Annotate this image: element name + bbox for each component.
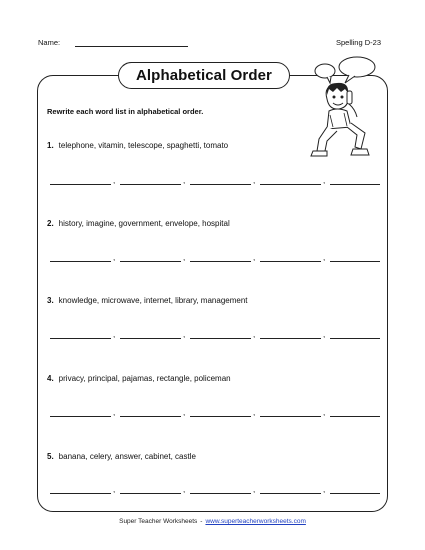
question-1: [47, 141, 228, 150]
answer-blank[interactable]: [260, 174, 321, 185]
word-list: history, imagine, government, envelope, hospital: [58, 219, 230, 228]
answer-blank[interactable]: [260, 328, 321, 339]
question-2: [47, 219, 230, 228]
word-list: knowledge, microwave, internet, library, management: [58, 296, 248, 305]
answer-row-2: , , , ,: [50, 251, 380, 263]
answer-row-3: , , , ,: [50, 328, 380, 340]
answer-blank[interactable]: [50, 328, 111, 339]
answer-blank[interactable]: [120, 174, 181, 185]
answer-row-5: , , , ,: [50, 483, 380, 495]
worksheet-code: Spelling D-23: [335, 38, 381, 47]
answer-row-4: , , , ,: [50, 406, 380, 418]
answer-row-1: , , , ,: [50, 174, 380, 186]
word-list: banana, celery, answer, cabinet, castle: [58, 452, 196, 461]
answer-blank[interactable]: [190, 174, 251, 185]
word-list: privacy, principal, pajamas, rectangle, policeman: [58, 374, 231, 383]
question-number: 4.: [47, 374, 54, 383]
name-field[interactable]: [75, 46, 188, 47]
answer-blank[interactable]: [260, 406, 321, 417]
question-number: 1.: [47, 141, 54, 150]
answer-blank[interactable]: [330, 406, 380, 417]
answer-blank[interactable]: [190, 406, 251, 417]
answer-blank[interactable]: [50, 483, 111, 494]
answer-blank[interactable]: [120, 406, 181, 417]
question-5: [47, 452, 196, 461]
answer-blank[interactable]: [190, 483, 251, 494]
answer-blank[interactable]: [330, 174, 380, 185]
answer-blank[interactable]: [260, 483, 321, 494]
answer-blank[interactable]: [50, 251, 111, 262]
answer-blank[interactable]: [330, 251, 380, 262]
answer-blank[interactable]: [120, 483, 181, 494]
answer-blank[interactable]: [120, 328, 181, 339]
boy-on-phone-icon: [303, 55, 383, 160]
answer-blank[interactable]: [50, 174, 111, 185]
question-3: [47, 296, 248, 305]
answer-blank[interactable]: [190, 328, 251, 339]
word-list: telephone, vitamin, telescope, spaghetti, tomato: [58, 141, 229, 150]
instruction-text: Rewrite each word list in alphabetical order.: [47, 107, 204, 116]
answer-blank[interactable]: [120, 251, 181, 262]
answer-blank[interactable]: [330, 328, 380, 339]
question-number: 3.: [47, 296, 54, 305]
footer-brand: Super Teacher Worksheets: [119, 518, 198, 525]
question-number: 5.: [47, 452, 54, 461]
answer-blank[interactable]: [190, 251, 251, 262]
footer-separator: -: [200, 518, 203, 525]
page-title: Alphabetical Order: [118, 62, 290, 89]
answer-blank[interactable]: [260, 251, 321, 262]
answer-blank[interactable]: [50, 406, 111, 417]
footer: [0, 518, 425, 525]
answer-blank[interactable]: [330, 483, 380, 494]
footer-link[interactable]: www.superteacherworksheets.com: [205, 518, 306, 525]
name-label: Name:: [38, 38, 61, 47]
question-number: 2.: [47, 219, 54, 228]
question-4: [47, 374, 231, 383]
